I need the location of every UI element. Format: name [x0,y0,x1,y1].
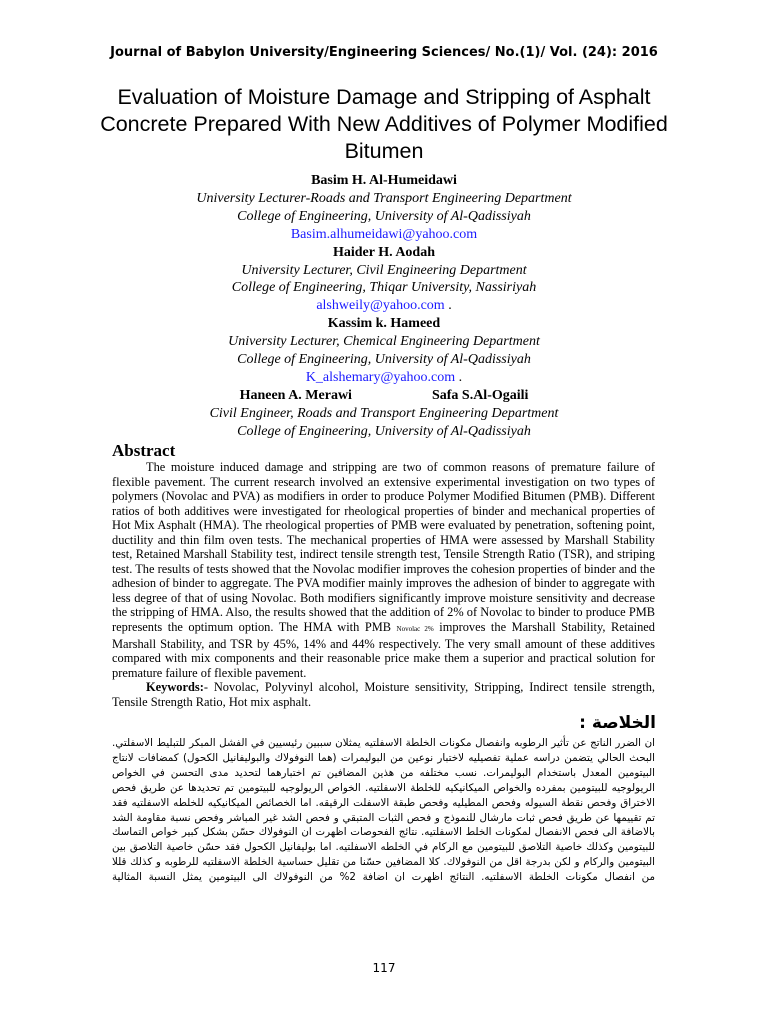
author-affiliation: College of Engineering, University of Al-Qadissiyah [237,352,531,368]
page-number: 117 [372,961,396,975]
author-email[interactable]: K_alshemary@yahoo.com [305,369,456,385]
abstract-heading: Abstract [112,441,176,460]
author-name: Haider H. Aodah [332,244,436,260]
author-email[interactable]: alshweily@yahoo.com [316,298,445,314]
author-email-line: K_alshemary@yahoo.com . [305,369,463,385]
author-affiliation: Civil Engineer, Roads and Transport Engineering Department [209,405,559,421]
paper-title: Evaluation of Moisture Damage and Stripping of Asphalt Concrete Prepared With New Additives of Polymer Modified Bitumen [100,85,668,163]
keywords-text: - Novolac, Polyvinyl alcohol, Moisture sensitivity, Stripping, Indirect tensile strength, Tensile Strength Ratio, Hot mix asphalt. [112,680,655,709]
keywords [112,680,655,709]
author-affiliation: College of Engineering, Thiqar University, Nassiriyah [231,280,537,296]
author-affiliation: University Lecturer, Civil Engineering Department [241,262,527,278]
author-block [100,172,668,441]
author-affiliation: College of Engineering, University of Al-Qadissiyah [237,208,531,224]
author-affiliation: University Lecturer-Roads and Transport Engineering Department [196,190,572,206]
arabic-abstract-heading: الخلاصة : [579,713,656,733]
abstract-paragraph: The moisture induced damage and stripping are two of common reasons of premature failure of flexible pavement. The current research involved an extensive experimental investigation on two types of polymers (Novolac and PVA) as modifiers in order to produce Polymer Modified Bitumen (PMB). Different ratios of both additives were investigated for rheological properties of binder and mechanical properties of Hot Mix Asphalt (HMA). The rheological properties of PMB were evaluated by penetration, softening point, ductility and thin film oven tests. The mechanical properties of HMA were assessed by Marshall Stability test, Retained Marshall Stability test, indirect tensile strength test, Tensile Strength Ratio (TSR), and striping test. The results of tests showed that the Novolac modifier improves the cohesion properties of binder and the adhesion of binder to aggregate. The PVA modifier mainly improves the adhesion of binder to aggregate with less degree of that of using Novolac. Both modifiers significantly improve moisture sensitivity and decrease the stripping of HMA. Also, the results showed that the addition of 2% of Novolac to binder to produce PMB represents the optimum option. The HMA with PMB Novolac 2% improves the Marshall Stability, Retained Marshall Stability, and TSR by 45%, 14% and 44% respectively. The very small amount of these additives compared with mix components and their reasonable price make them a superior and practical solution for premature failure of flexible pavement. [112,460,656,680]
author-email[interactable]: Basim.alhumeidawi@yahoo.com [290,226,478,242]
author-name: Kassim k. Hameed [327,316,441,332]
arabic-abstract-body: ان الضرر الناتج عن تأثير الرطوبه وانفصال مكونات الخلطة الاسفلتيه يمثلان سببين رئيسيين في الفشل المبكر للتبليط الاسفلتي. البحث الحالي يتضمن دراسه عملية تفصيليه لاختبار نوعين من البوليمرات (هما النوفولاك والبوليفانيل الكحول) كمضافات لانتاج البيتومين المعدل باستخدام البوليمرات. نسب مختلفه من هذين المضافين تم اختبارهما لتحديد مدى التحسن في الخواص الريولوجيه للبيتومين بمفرده والخواص الميكانيكيه للخلطة الاسفلتيه. الخواص الريولوجيه للبيتومين تم تحديدها عن طريق فحص الاختراق وفحص نقطة السيوله وفحص المطيليه وفحص طبقة الاسفلت الرقيقه. اما الخصائص الميكانيكيه للخلطه الاسفلتيه فقد تم تقييمها عن طريق فحص ثبات مارشال للنموذج و فحص الثبات المتبقي و فحص الشد غير المباشر وفحص نسبة مقاومة الشد بالاضافة الى فحص الانفصال لمكونات الخلط الاسفلتيه. نتائج الفحوصات اظهرت ان النوفولاك حسّن بشكل كبير خواص التماسك للبيتومين وكذلك خاصية التلاصق للبيتومين مع الركام في الخلطه الاسفلتيه. اما بوليفانيل الكحول فقد حسّن خاصية التلاصق بين البيتومين والركام و لكن بدرجة اقل من النوفولاك. كلا المضافين حسّنا من تقليل حساسية الخلطة الاسفلتيه للرطوبه و كذلك قللا من انفصال مكونات الخلطة الاسفلتيه. النتائج اظهرت ان اضافة 2% من النوفولاك الى البيتومين يمثل النسبة المثالية [112,737,656,884]
author-affiliation: University Lecturer, Chemical Engineering Department [228,334,540,350]
author-email-line: alshweily@yahoo.com . [316,298,452,314]
journal-header: Journal of Babylon University/Engineering Sciences/ No.(1)/ Vol. (24): 2016 [110,45,658,60]
author-affiliation: College of Engineering, University of Al-Qadissiyah [237,423,531,439]
keywords-label: Keywords: [146,680,204,695]
author-name: Haneen A. Merawi [239,387,352,403]
abstract-subscript: Novolac 2% [396,625,434,634]
joint-author-names [100,387,668,405]
abstract-body [112,460,655,709]
author-name: Safa S.Al-Ogaili [431,387,529,403]
author-name: Basim H. Al-Humeidawi [311,173,457,188]
